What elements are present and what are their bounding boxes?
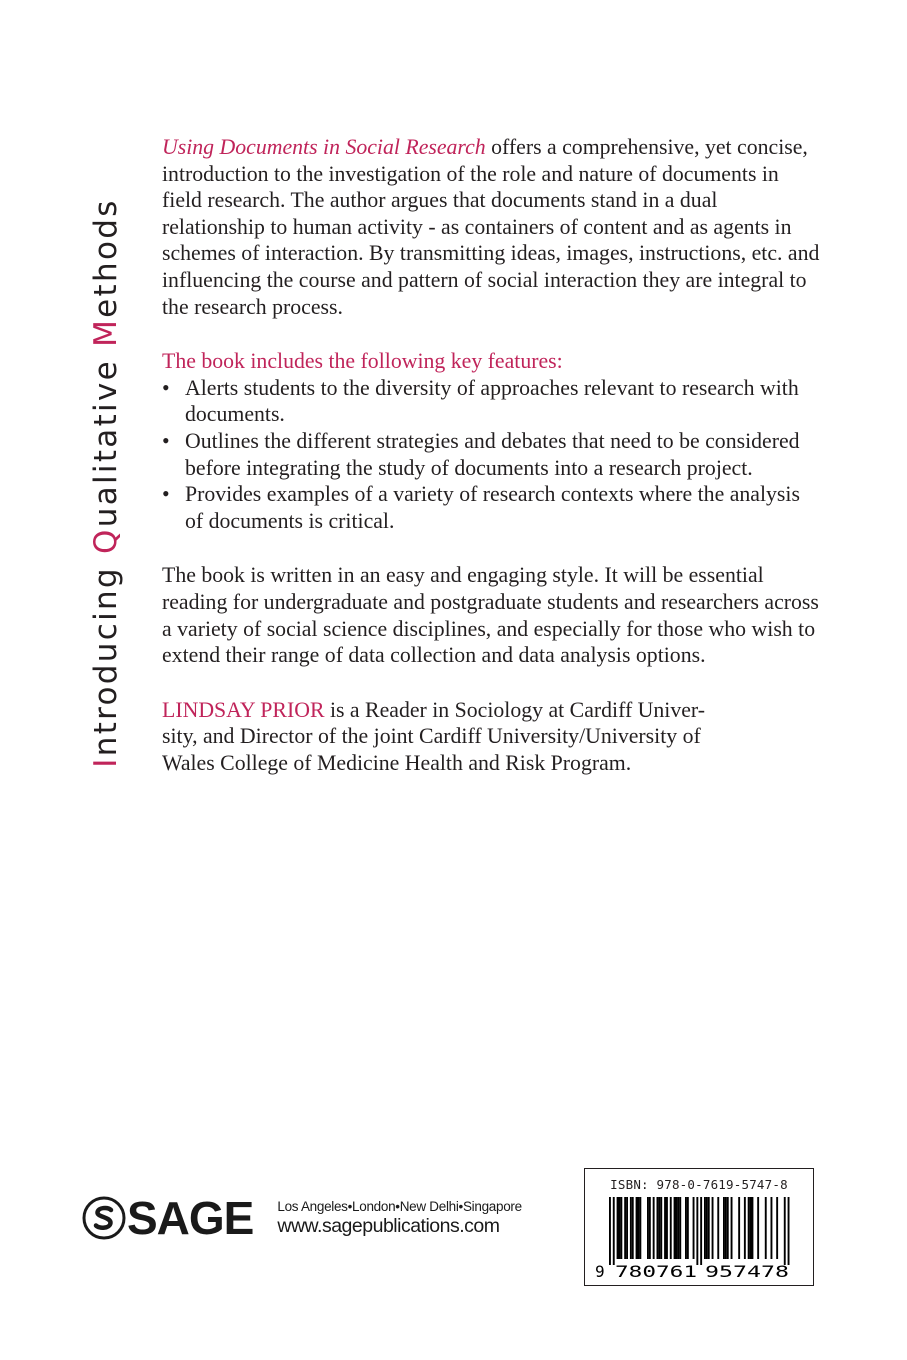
publisher-url: www.sagepublications.com bbox=[277, 1215, 500, 1237]
barcode-bar bbox=[636, 1197, 638, 1259]
barcode-bar bbox=[626, 1197, 628, 1259]
description-paragraph bbox=[162, 134, 822, 320]
barcode-bar bbox=[738, 1197, 740, 1259]
barcode-bar bbox=[639, 1197, 641, 1259]
author-bio: LINDSAY PRIOR is a Reader in Sociology at Cardiff Univer- sity, and Director of the joint Cardiff University/University of Wales College of Medicine Health and Risk Program. bbox=[162, 697, 706, 775]
publisher-info bbox=[277, 1199, 521, 1237]
barcode-bar bbox=[731, 1197, 733, 1259]
description-text: offers a comprehensive, yet concise, introduction to the investigation of the role and nature of documents in field research. The author argues that documents stand in a dual relationship to human activity - as containers of content and as agents in schemes of interaction. By transmitting ideas, images, instructions, etc. and influencing the course and pattern of social interaction they are integral to the research process. bbox=[162, 135, 820, 319]
barcode-bar bbox=[717, 1197, 719, 1259]
barcode-bar bbox=[619, 1197, 621, 1259]
barcode-bar bbox=[723, 1197, 725, 1259]
barcode-bar bbox=[657, 1197, 659, 1259]
sage-logo bbox=[82, 1191, 253, 1245]
series-word-introducing: Introducing bbox=[88, 566, 124, 768]
barcode-bar bbox=[676, 1197, 678, 1259]
barcode-bar bbox=[784, 1197, 786, 1265]
barcode-bar bbox=[630, 1197, 632, 1259]
publisher-block bbox=[82, 1188, 522, 1248]
bullet-icon: • bbox=[162, 375, 170, 400]
barcode-bar bbox=[658, 1197, 660, 1259]
barcode-bar bbox=[708, 1197, 710, 1259]
barcode-bar bbox=[696, 1197, 698, 1265]
features-list bbox=[162, 375, 822, 535]
style-paragraph: The book is written in an easy and engaging style. It will be essential reading for undergraduate and postgraduate students and researchers across a variety of social science disciplines, and especially for those who wish to extend their range of data collection and data analysis options. bbox=[162, 563, 819, 668]
barcode-bar bbox=[700, 1197, 702, 1265]
author-name: LINDSAY PRIOR bbox=[162, 697, 325, 722]
series-word-qualitative: Qualitative bbox=[88, 359, 124, 554]
barcode-bar bbox=[752, 1197, 754, 1259]
barcode-bar bbox=[693, 1197, 695, 1259]
barcode-bar bbox=[704, 1197, 706, 1259]
isbn-barcode bbox=[584, 1168, 814, 1286]
barcode-bar bbox=[765, 1197, 767, 1259]
bullet-icon: • bbox=[162, 482, 170, 507]
barcode-bar bbox=[750, 1197, 752, 1259]
barcode-bar bbox=[647, 1197, 649, 1259]
sage-s-icon bbox=[82, 1196, 126, 1240]
barcode-bar bbox=[660, 1197, 662, 1259]
list-item: • Outlines the different strategies and debates that need to be considered before integrating the study of documents into a research project. bbox=[162, 428, 800, 480]
barcode-bar bbox=[748, 1197, 750, 1259]
barcode-bar bbox=[687, 1197, 689, 1259]
barcode-image bbox=[595, 1197, 803, 1281]
book-title: Using Documents in Social Research bbox=[162, 135, 486, 159]
list-item: • Provides examples of a variety of research contexts where the analysis of documents is critical. bbox=[162, 482, 800, 533]
cover-copy bbox=[162, 134, 822, 776]
barcode-bar bbox=[788, 1197, 790, 1265]
barcode-bar bbox=[757, 1197, 759, 1259]
list-item: • Alerts students to the diversity of approaches relevant to research with documents. bbox=[162, 375, 799, 427]
series-word-methods: Methods bbox=[88, 198, 124, 347]
barcode-bar bbox=[771, 1197, 773, 1259]
isbn-label: ISBN: 978-0-7619-5747-8 bbox=[610, 1177, 788, 1192]
barcode-bar bbox=[638, 1197, 640, 1259]
barcode-bar bbox=[744, 1197, 746, 1259]
barcode-bar bbox=[653, 1197, 655, 1259]
barcode-bar bbox=[632, 1197, 634, 1259]
barcode-bar bbox=[613, 1197, 615, 1265]
barcode-first-digit: 9 bbox=[595, 1262, 605, 1281]
barcode-bar bbox=[685, 1197, 687, 1259]
barcode-bar bbox=[712, 1197, 714, 1259]
barcode-bar bbox=[725, 1197, 727, 1259]
barcode-bar bbox=[609, 1197, 611, 1265]
barcode-bar bbox=[677, 1197, 679, 1259]
barcode-bar bbox=[617, 1197, 619, 1259]
barcode-bar bbox=[706, 1197, 708, 1259]
barcode-bar bbox=[649, 1197, 651, 1259]
barcode-bar bbox=[679, 1197, 681, 1259]
barcode-bar bbox=[664, 1197, 666, 1259]
barcode-bar bbox=[727, 1197, 729, 1259]
publisher-cities: Los Angeles•London•New Delhi•Singapore bbox=[277, 1199, 522, 1214]
barcode-right-digits: 957478 bbox=[705, 1262, 789, 1281]
barcode-bar bbox=[624, 1197, 626, 1259]
barcode-left-digits: 780761 bbox=[615, 1262, 697, 1281]
bullet-icon: • bbox=[162, 428, 170, 453]
barcode-bar bbox=[670, 1197, 672, 1259]
barcode-bar bbox=[620, 1197, 622, 1259]
barcode-bar bbox=[666, 1197, 668, 1259]
barcode-bar bbox=[776, 1197, 778, 1259]
features-heading: The book includes the following key features: bbox=[162, 349, 563, 374]
barcode-bar bbox=[674, 1197, 676, 1259]
sage-wordmark: SAGE bbox=[127, 1192, 254, 1244]
series-title bbox=[86, 138, 126, 828]
